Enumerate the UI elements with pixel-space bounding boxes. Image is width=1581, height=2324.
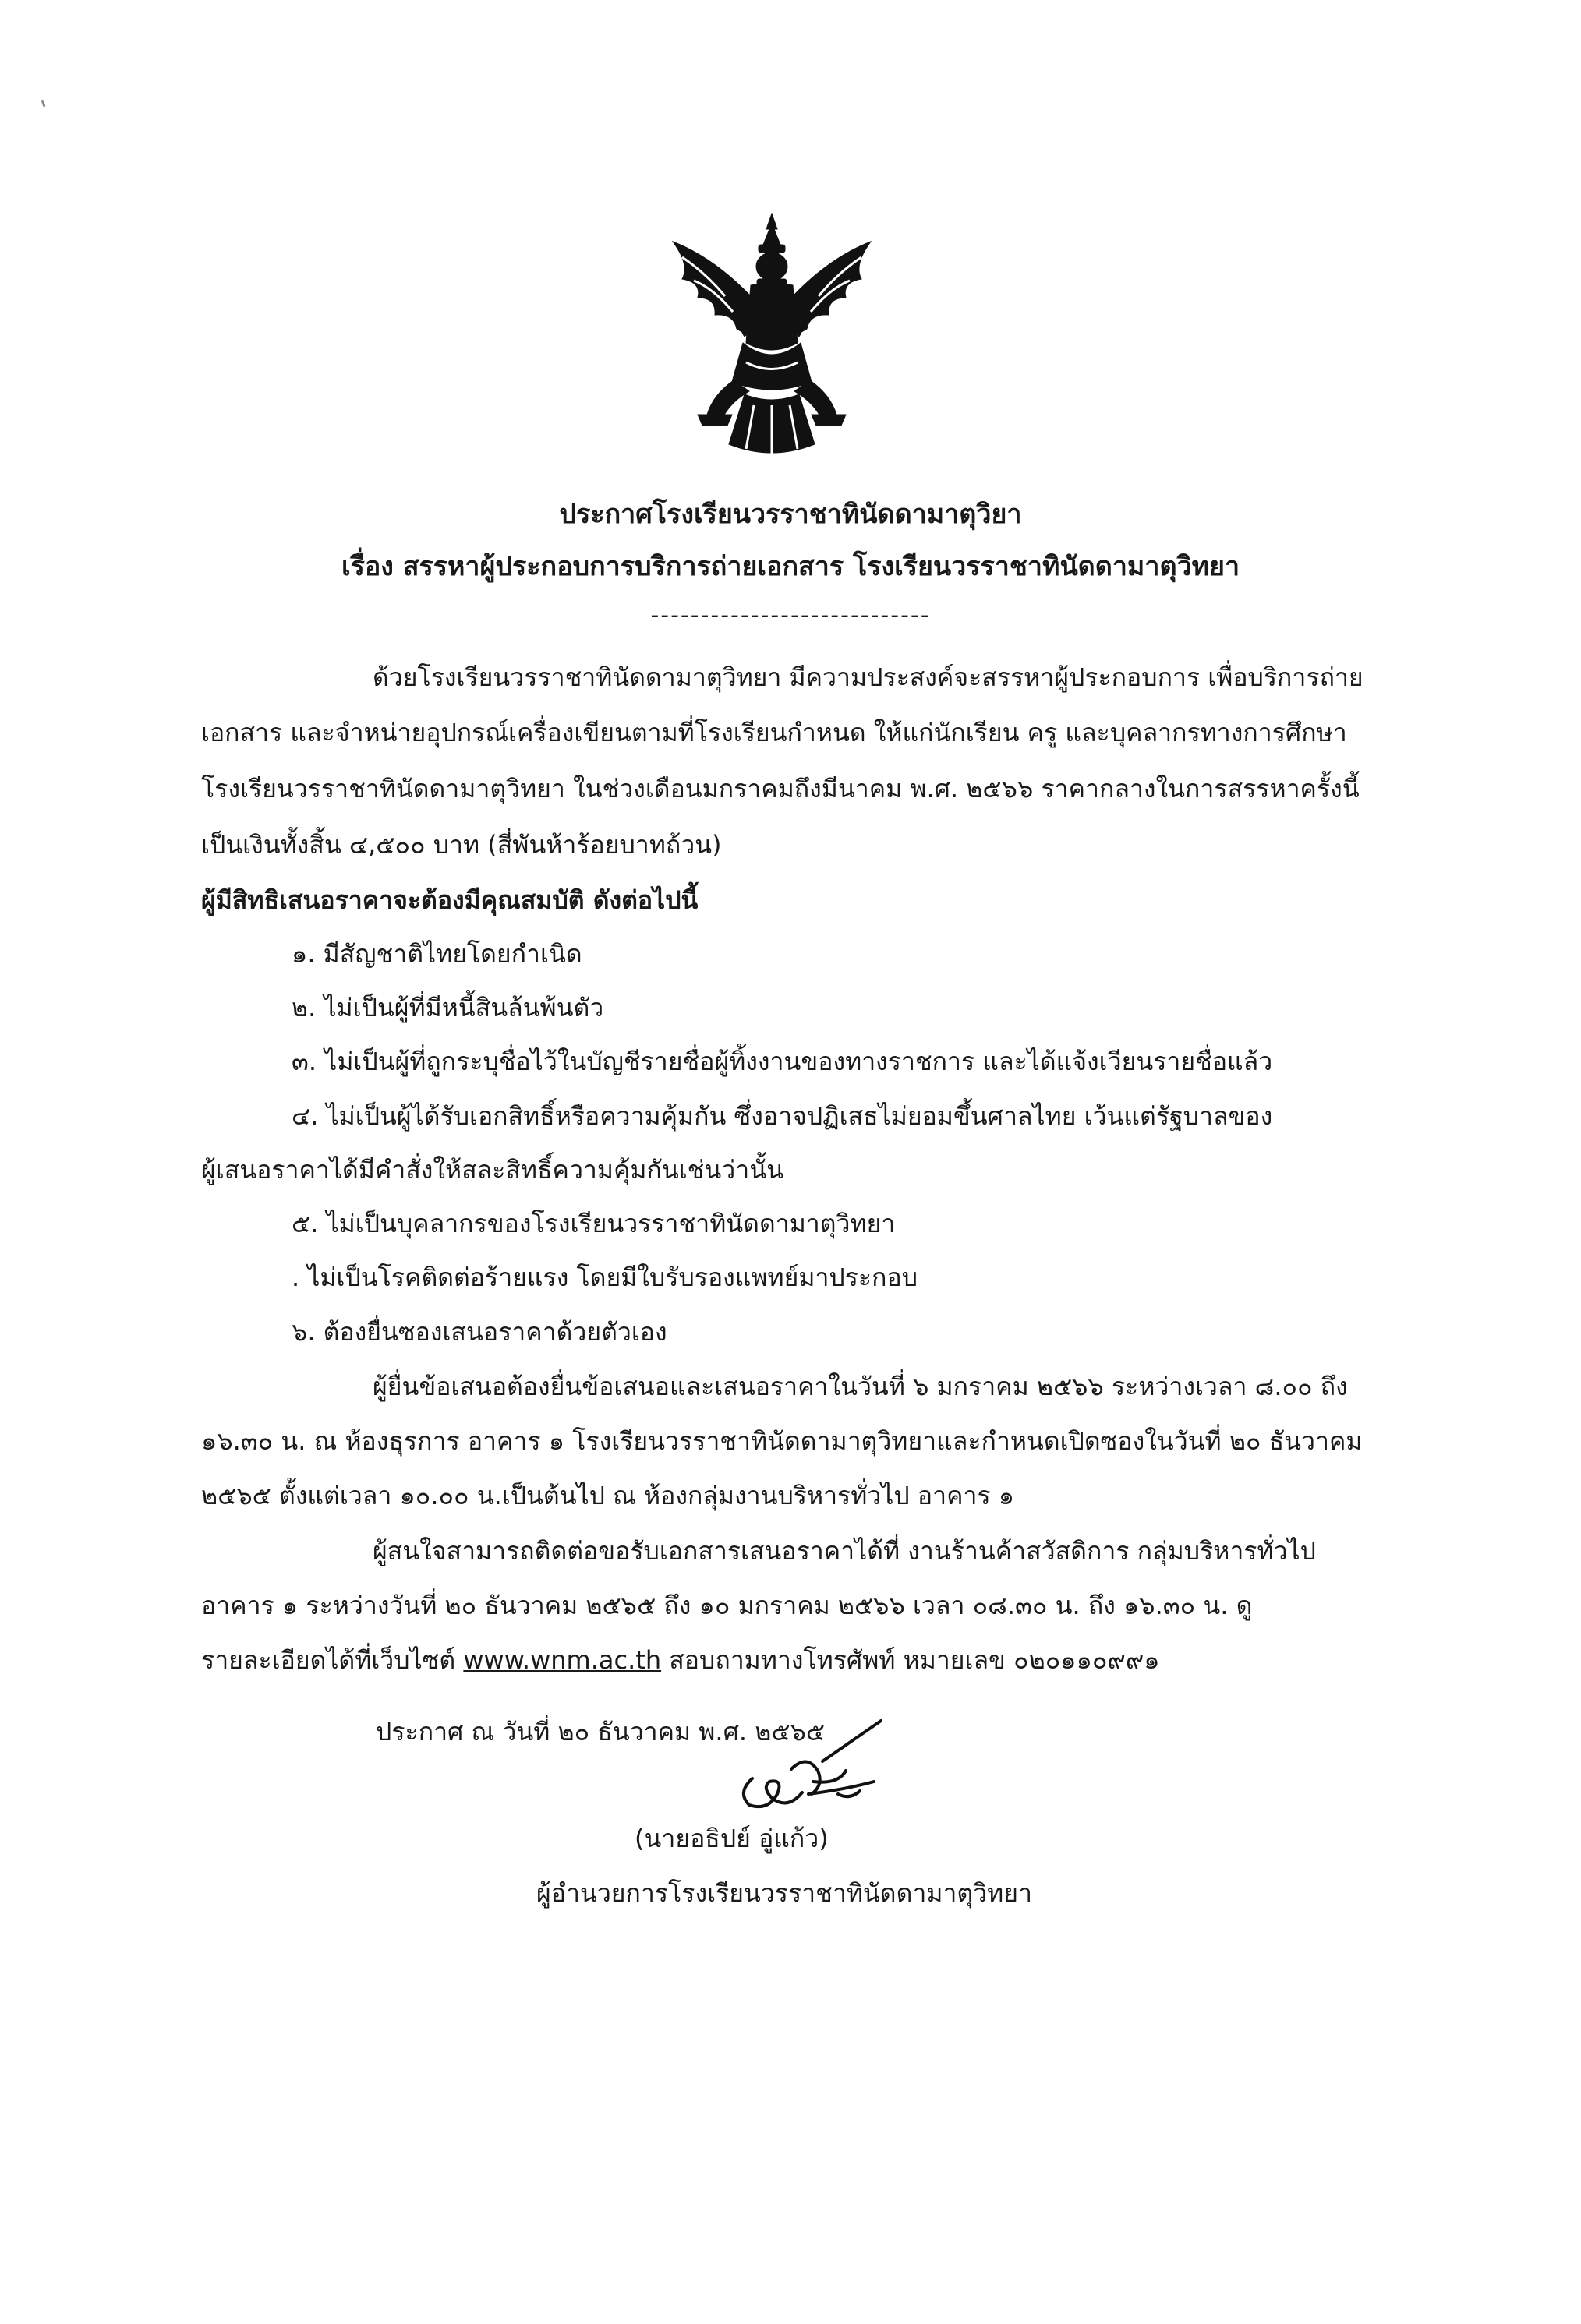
- qualification-item: ๔. ไม่เป็นผู้ได้รับเอกสิทธิ์หรือความคุ้มกัน ซึ่งอาจปฏิเสธไม่ยอมขึ้นศาลไทย เว้นแต่รัฐบาลของ: [292, 1101, 1273, 1131]
- qualification-item: ๒. ไม่เป็นผู้ที่มีหนี้สินล้นพ้นตัว: [292, 993, 604, 1022]
- signatory-name: (นายอธิปย์ อู่แก้ว): [635, 1824, 829, 1853]
- qualification-item: ๑. มีสัญชาติไทยโดยกำเนิด: [292, 939, 582, 969]
- contact-prefix: รายละเอียดได้ที่เว็บไซต์: [201, 1645, 464, 1675]
- contact-line: อาคาร ๑ ระหว่างวันที่ ๒๐ ธันวาคม ๒๕๖๕ ถึง ๑๐ มกราคม ๒๕๖๖ เวลา ๐๘.๓๐ น. ถึง ๑๖.๓๐ น. ดู: [201, 1591, 1253, 1620]
- contact-line: ผู้สนใจสามารถติดต่อขอรับเอกสารเสนอราคาได้ที่ งานร้านค้าสวัสดิการ กลุ่มบริหารทั่วไป: [373, 1536, 1316, 1566]
- intro-line: โรงเรียนวรราชาทินัดดามาตุวิทยา ในช่วงเดือนมกราคมถึงมีนาคม พ.ศ. ๒๕๖๖ ราคากลางในการสรรหาครั้งนี้: [201, 774, 1360, 804]
- signature-icon: [721, 1707, 939, 1824]
- submission-line: ผู้ยื่นข้อเสนอต้องยื่นข้อเสนอและเสนอราคาในวันที่ ๖ มกราคม ๒๕๖๖ ระหว่างเวลา ๘.๐๐ ถึง: [373, 1372, 1348, 1401]
- intro-line: เอกสาร และจำหน่ายอุปกรณ์เครื่องเขียนตามที่โรงเรียนกำหนด ให้แก่นักเรียน ครู และบุคลากรทางการศึกษา: [201, 718, 1347, 747]
- scan-speck: [41, 100, 46, 107]
- intro-line: ด้วยโรงเรียนวรราชาทินัดดามาตุวิทยา มีความประสงค์จะสรรหาผู้ประกอบการ เพื่อบริการถ่าย: [373, 662, 1363, 692]
- qualifications-heading: ผู้มีสิทธิเสนอราคาจะต้องมีคุณสมบัติ ดังต่อไปนี้: [201, 885, 699, 915]
- qualification-item: ๖. ต้องยื่นซองเสนอราคาด้วยตัวเอง: [292, 1317, 667, 1347]
- qualification-item: ๕. ไม่เป็นบุคลากรของโรงเรียนวรราชาทินัดดามาตุวิทยา: [292, 1209, 896, 1238]
- garuda-emblem-icon: [659, 210, 885, 468]
- submission-line: ๒๕๖๕ ตั้งแต่เวลา ๑๐.๐๐ น.เป็นต้นไป ณ ห้องกลุ่มงานบริหารทั่วไป อาคาร ๑: [201, 1481, 1015, 1510]
- qualification-item: . ไม่เป็นโรคติดต่อร้ายแรง โดยมีใบรับรองแพทย์มาประกอบ: [292, 1263, 918, 1292]
- contact-suffix: สอบถามทางโทรศัพท์ หมายเลข ๐๒๐๑๑๐๙๙๑: [661, 1645, 1160, 1675]
- announcement-title: ประกาศโรงเรียนวรราชาทินัดดามาตุวิยา: [559, 499, 1022, 530]
- qualification-item: ๓. ไม่เป็นผู้ที่ถูกระบุชื่อไว้ในบัญชีรายชื่อผู้ทิ้งงานของทางราชการ และได้แจ้งเวียนรายชื่อแล้ว: [292, 1047, 1273, 1076]
- announce-date: ประกาศ ณ วันที่ ๒๐ ธันวาคม พ.ศ. ๒๕๖๕: [376, 1717, 826, 1747]
- announcement-subject: เรื่อง สรรหาผู้ประกอบการบริการถ่ายเอกสาร โรงเรียนวรราชาทินัดดามาตุวิทยา: [341, 551, 1240, 582]
- title-divider: ----------------------------: [650, 602, 931, 629]
- contact-line-website: [201, 1643, 1160, 1677]
- website-link[interactable]: www.wnm.ac.th: [463, 1645, 662, 1675]
- signatory-title: ผู้อำนวยการโรงเรียนวรราชาทินัดดามาตุวิทยา: [536, 1878, 1032, 1908]
- submission-line: ๑๖.๓๐ น. ณ ห้องธุรการ อาคาร ๑ โรงเรียนวรราชาทินัดดามาตุวิทยาและกำหนดเปิดซองในวันที่ ๒๐ ธันวาคม: [201, 1426, 1363, 1456]
- qualification-item-continued: ผู้เสนอราคาได้มีคำสั่งให้สละสิทธิ์ความคุ้มกันเช่นว่านั้น: [201, 1155, 783, 1185]
- intro-line: เป็นเงินทั้งสิ้น ๔,๕๐๐ บาท (สี่พันห้าร้อยบาทถ้วน): [201, 830, 722, 860]
